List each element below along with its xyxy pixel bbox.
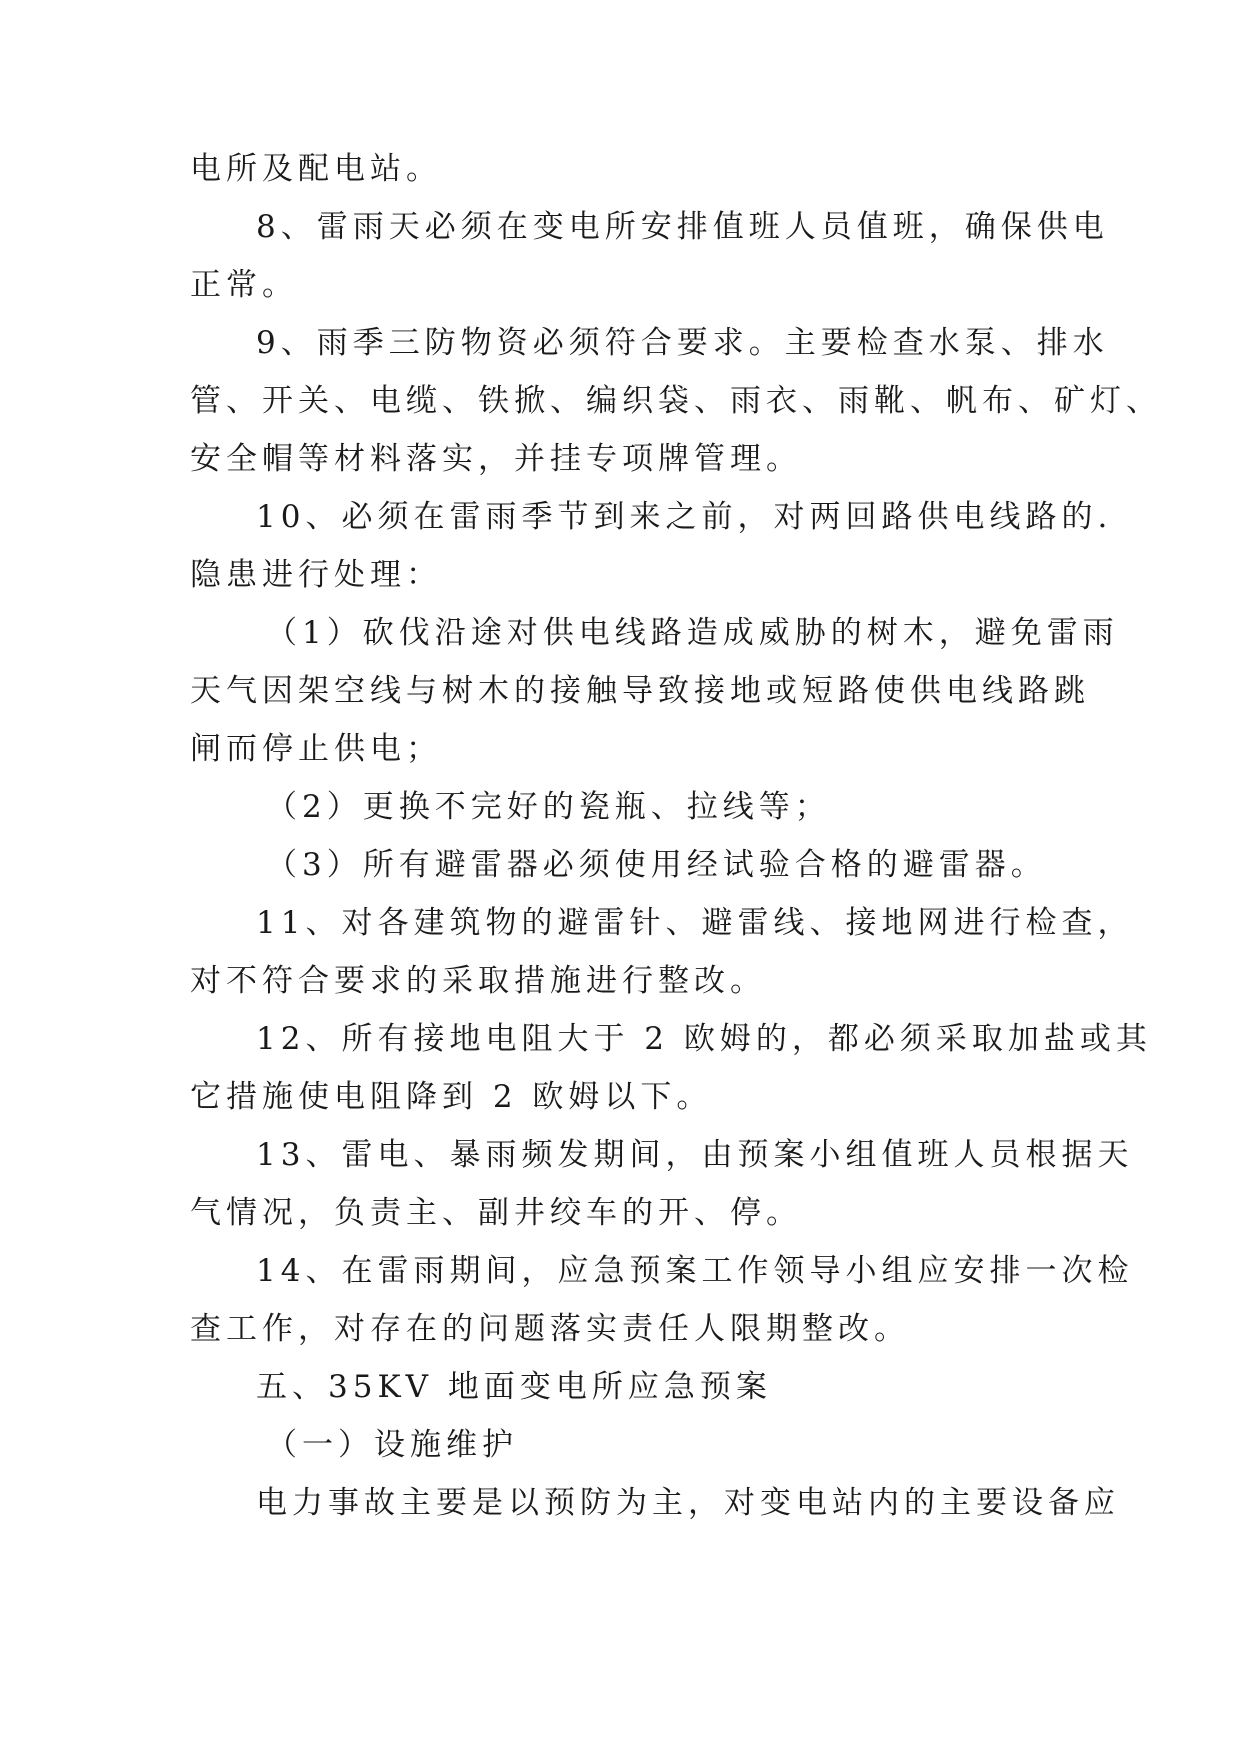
paragraph-line: 闸而停止供电； bbox=[190, 731, 442, 767]
paragraph-line: 正常。 bbox=[190, 267, 298, 303]
paragraph-line: 管、开关、电缆、铁掀、编织袋、雨衣、雨靴、帆布、矿灯、 bbox=[190, 383, 1162, 419]
paragraph-line: 天气因架空线与树木的接触导致接地或短路使供电线路跳 bbox=[190, 673, 1090, 709]
section-heading: 五、35KV 地面变电所应急预案 bbox=[256, 1369, 772, 1405]
paragraph-line: （1）砍伐沿途对供电线路造成威胁的树木，避免雷雨 bbox=[266, 615, 1119, 651]
paragraph-line: 14、在雷雨期间，应急预案工作领导小组应安排一次检 bbox=[256, 1253, 1134, 1289]
paragraph-line: 对不符合要求的采取措施进行整改。 bbox=[190, 963, 766, 999]
paragraph-line: 气情况，负责主、副井绞车的开、停。 bbox=[190, 1195, 802, 1231]
paragraph-line: 隐患进行处理： bbox=[190, 557, 442, 593]
paragraph-line: 8、雷雨天必须在变电所安排值班人员值班，确保供电 bbox=[256, 209, 1109, 245]
paragraph-line: 9、雨季三防物资必须符合要求。主要检查水泵、排水 bbox=[256, 325, 1109, 361]
paragraph-line: 13、雷电、暴雨频发期间，由预案小组值班人员根据天 bbox=[256, 1137, 1134, 1173]
paragraph-line: 电力事故主要是以预防为主，对变电站内的主要设备应 bbox=[256, 1485, 1120, 1521]
paragraph-line: 12、所有接地电阻大于 2 欧姆的，都必须采取加盐或其 bbox=[256, 1021, 1152, 1057]
paragraph-line: 安全帽等材料落实，并挂专项牌管理。 bbox=[190, 441, 802, 477]
paragraph-line: （2）更换不完好的瓷瓶、拉线等； bbox=[266, 789, 831, 825]
paragraph-line: 电所及配电站。 bbox=[190, 151, 442, 187]
paragraph-line: 10、必须在雷雨季节到来之前，对两回路供电线路的. bbox=[256, 499, 1113, 535]
paragraph-line: 11、对各建筑物的避雷针、避雷线、接地网进行检查， bbox=[256, 905, 1134, 941]
subsection-heading: （一）设施维护 bbox=[266, 1427, 518, 1463]
paragraph-line: 查工作，对存在的问题落实责任人限期整改。 bbox=[190, 1311, 910, 1347]
paragraph-line: 它措施使电阻降到 2 欧姆以下。 bbox=[190, 1079, 713, 1115]
paragraph-line: （3）所有避雷器必须使用经试验合格的避雷器。 bbox=[266, 847, 1047, 883]
